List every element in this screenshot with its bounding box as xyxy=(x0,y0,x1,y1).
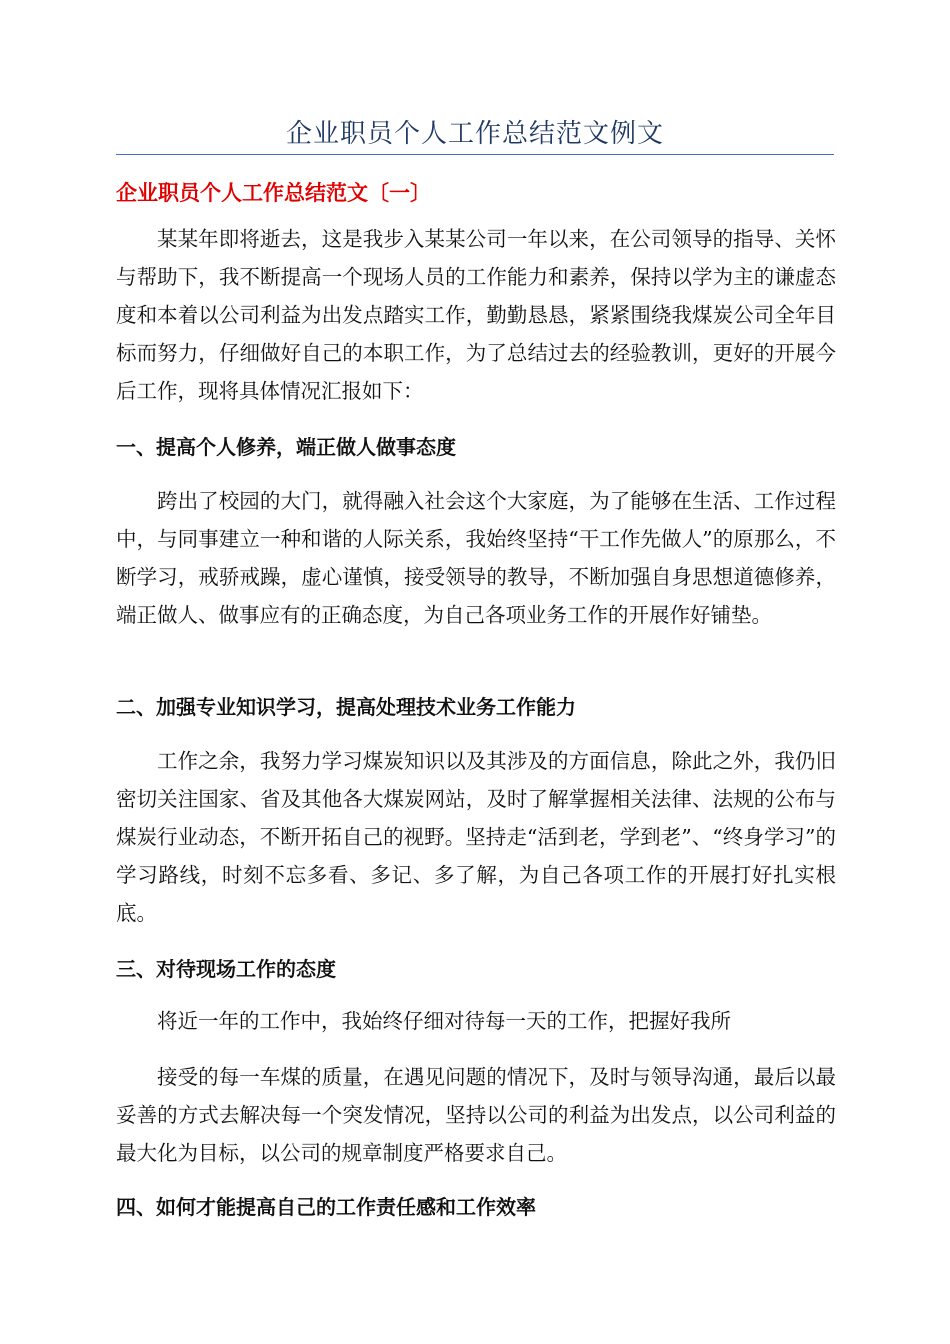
intro-paragraph: 某某年即将逝去，这是我步入某某公司一年以来，在公司领导的指导、关怀与帮助下，我不断提高一个现场人员的工作能力和素养，保持以学为主的谦虚态度和本着以公司利益为出发点踏实工作，勤勤恳恳，紧紧围绕我煤炭公司全年目标而努力，仔细做好自己的本职工作，为了总结过去的经验教训，更好的开展今后工作，现将具体情况汇报如下： xyxy=(116,227,836,403)
heading-2: 二、加强专业知识学习，提高处理技术业务工作能力 xyxy=(116,695,576,719)
document-title: 企业职员个人工作总结范文例文 xyxy=(285,119,664,149)
paragraph-1: 跨出了校园的大门，就得融入社会这个大家庭，为了能够在生活、工作过程中，与同事建立一种和谐的人际关系，我始终坚持“干工作先做人”的原那么，不断学习，戒骄戒躁，虚心谨慎，接受领导的教导，不断加强自身思想道德修养，端正做人、做事应有的正确态度，为自己各项业务工作的开展作好铺垫。 xyxy=(116,489,836,627)
heading-3: 三、对待现场工作的态度 xyxy=(116,957,336,981)
heading-4: 四、如何才能提高自己的工作责任感和工作效率 xyxy=(116,1195,536,1219)
section-title: 企业职员个人工作总结范文〔一〕 xyxy=(116,181,431,205)
title-underline xyxy=(116,154,834,155)
paragraph-3b: 接受的每一车煤的质量，在遇见问题的情况下，及时与领导沟通，最后以最妥善的方式去解决每一个突发情况，坚持以公司的利益为出发点，以公司利益的最大化为目标，以公司的规章制度严格要求自己。 xyxy=(116,1065,836,1165)
paragraph-3a: 将近一年的工作中，我始终仔细对待每一天的工作，把握好我所 xyxy=(157,1009,731,1033)
paragraph-2: 工作之余，我努力学习煤炭知识以及其涉及的方面信息，除此之外，我仍旧密切关注国家、省及其他各大煤炭网站，及时了解掌握相关法律、法规的公布与煤炭行业动态，不断开拓自己的视野。坚持走“活到老，学到老”、“终身学习”的学习路线，时刻不忘多看、多记、多了解，为自己各项工作的开展打好扎实根底。 xyxy=(116,749,836,925)
heading-1: 一、提高个人修养，端正做人做事态度 xyxy=(116,435,456,459)
